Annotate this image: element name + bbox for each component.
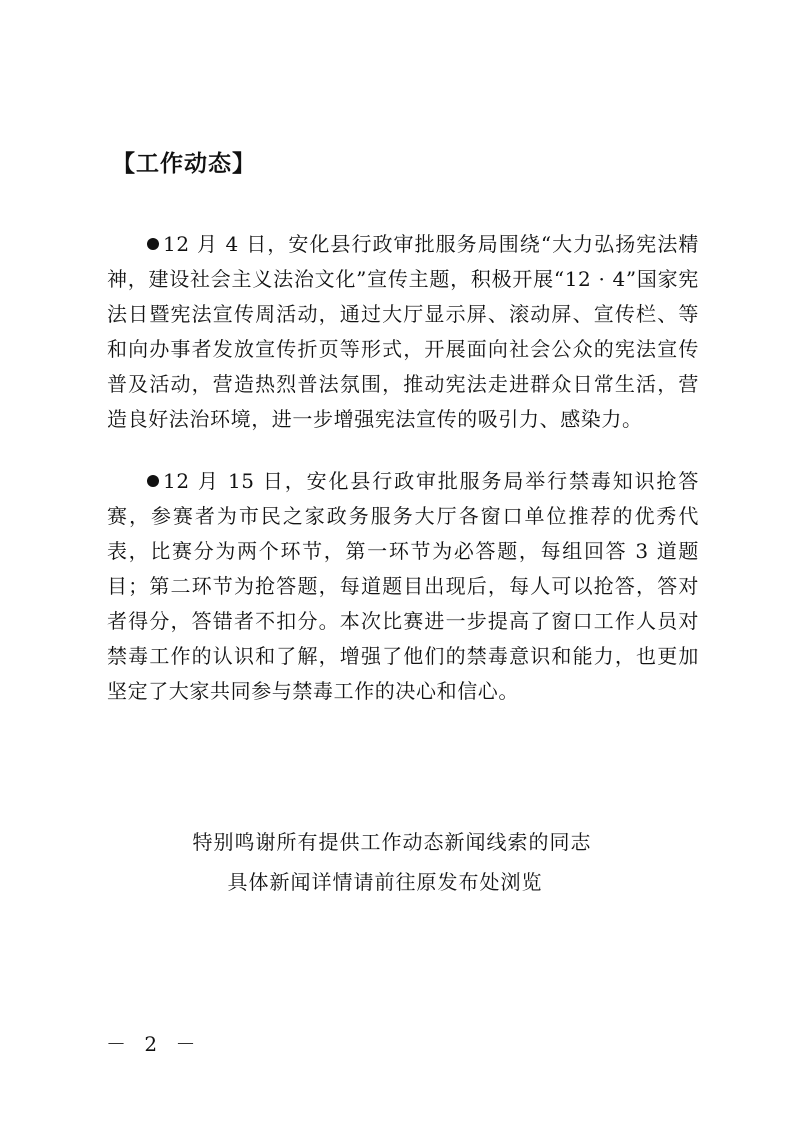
bullet-icon: [147, 238, 159, 250]
section-title: 【工作动态】: [112, 151, 256, 177]
news-item: [107, 464, 699, 709]
news-item-text: 12 月 15 日，安化县行政审批服务局举行禁毒知识抢答赛，参赛者为市民之家政务服务大厅各窗口单位推荐的优秀代表，比赛分为两个环节，第一环节为必答题，每组回答 3 道题目；第二环节为抢答题，每道题目出现后，每人可以抢答，答对者得分，答错者不扣分。本次比赛进一步提高了窗口工作人员对禁毒工作的认识和了解，增强了他们的禁毒意识和能力，也更加坚定了大家共同参与禁毒工作的决心和信心。: [107, 469, 699, 703]
page-number: － 2 －: [106, 1032, 202, 1056]
acknowledgement-line: 特别鸣谢所有提供工作动态新闻线索的同志: [192, 830, 592, 854]
acknowledgement-note: 具体新闻详情请前往原发布处浏览: [227, 870, 543, 894]
news-item: [107, 227, 699, 437]
news-item-text: 12 月 4 日，安化县行政审批服务局围绕“大力弘扬宪法精神，建设社会主义法治文化”宣传主题，积极开展“12 · 4”国家宪法日暨宪法宣传周活动，通过大厅显示屏、滚动屏、宣传栏、等和向办事者发放宣传折页等形式，开展面向社会公众的宪法宣传普及活动，营造热烈普法氛围，推动宪法走进群众日常生活，营造良好法治环境，进一步增强宪法宣传的吸引力、感染力。: [107, 232, 699, 431]
bullet-icon: [147, 475, 159, 487]
